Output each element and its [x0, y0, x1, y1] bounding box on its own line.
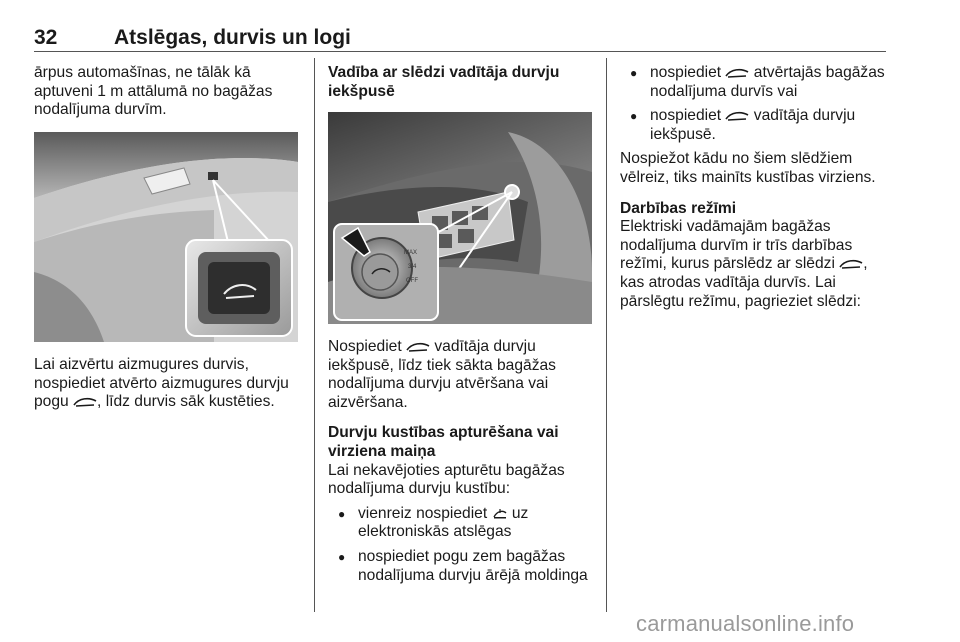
stop-heading: Durvju kustības apturēšana vai virziena maiņa: [328, 424, 559, 460]
header-rule: [34, 51, 886, 52]
stop-bullet-1: ● vienreiz nospiediet uz elektroniskās atslēgas: [328, 505, 596, 542]
key-tailgate-icon: [492, 508, 508, 520]
driver-door-switch-illustration: [328, 112, 592, 324]
switch-label-max: MAX: [404, 250, 418, 256]
tailgate-svg: [34, 132, 298, 342]
column-3: [620, 64, 888, 311]
column-2-text: [328, 338, 596, 585]
page-header: [34, 26, 886, 50]
tailgate-icon: [725, 110, 749, 122]
column-1: [34, 64, 302, 120]
repeat-paragraph: Nospiežot kādu no šiem slēdžiem vēlreiz, tiks mainīts kustības virziens.: [620, 150, 876, 186]
tailgate-icon: [406, 341, 430, 353]
column-2-heading-block: [328, 64, 596, 101]
close-paragraph: Lai aizvērtu aizmugures durvis, nospiediet atvērto aizmugures durvju pogu , līdz durvis sāk kustēties.: [34, 356, 289, 411]
driver-switch-heading: Vadība ar slēdzi vadītāja durvju iekšpusē: [328, 64, 560, 100]
intro-paragraph: ārpus automašīnas, ne tālāk kā aptuveni 1 m attālumā no bagāžas nodalījuma durvīm.: [34, 64, 273, 119]
tailgate-icon: [725, 67, 749, 79]
col3-bullet-2: ● nospiediet vadītāja durvju iekšpusē.: [620, 107, 888, 144]
modes-heading: Darbības režīmi: [620, 199, 737, 217]
press-switch-paragraph: Nospiediet vadītāja durvju iekšpusē, līdz tiek sākta bagāžas nodalījuma durvju atvēršana vai aizvēršana.: [328, 338, 556, 411]
page-number: 32: [34, 26, 58, 49]
switch-label-34: 3/4: [408, 264, 417, 270]
modes-paragraph: Elektriski vadāmajām bagāžas nodalījuma durvīm ir trīs darbības režīmi, kurus pārslēdz ar slēdzi , kas atrodas vadītāja durvīs. Lai pārslēgtu režīmu, pagrieziet slēdzi:: [620, 218, 868, 310]
stop-intro: Lai nekavējoties apturētu bagāžas nodalījuma durvju kustību:: [328, 461, 565, 498]
col3-bullet-1: ● nospiediet atvērtajās bagāžas nodalījuma durvīs vai: [620, 64, 888, 101]
switch-label-off: OFF: [406, 278, 418, 284]
tailgate-icon: [839, 258, 863, 270]
stop-bullet-2: ● nospiediet pogu zem bagāžas nodalījuma durvju ārējā moldinga: [328, 548, 596, 585]
door-switch-svg: [328, 112, 592, 324]
watermark: carmanualsonline.info: [636, 611, 855, 636]
column-divider-1: [314, 58, 315, 612]
tailgate-icon: [73, 396, 97, 408]
tailgate-button-illustration: [34, 132, 298, 342]
column-divider-2: [606, 58, 607, 612]
chapter-title: Atslēgas, durvis un logi: [114, 26, 351, 49]
close-paragraph-block: [34, 356, 302, 412]
